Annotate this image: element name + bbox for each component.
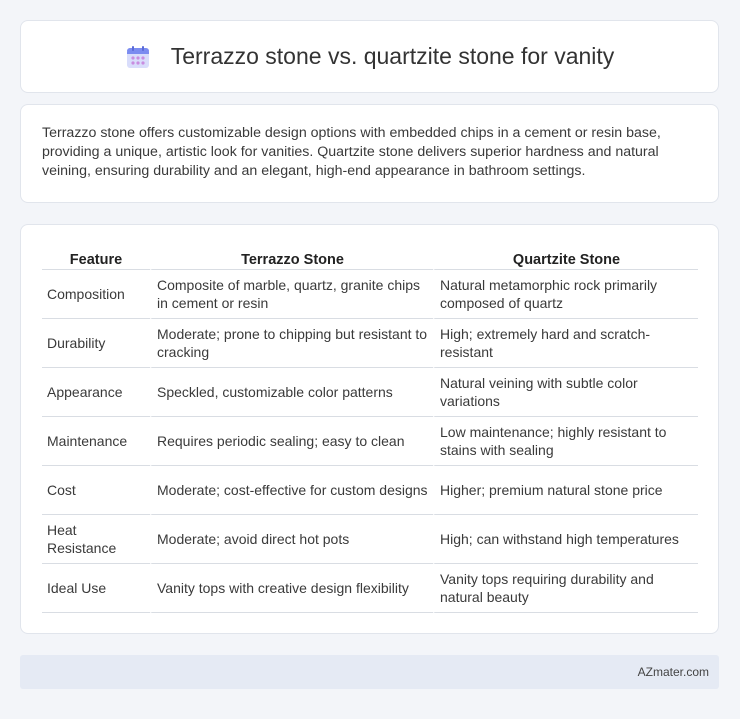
header-terrazzo: Terrazzo Stone (150, 245, 433, 270)
table-row (42, 368, 698, 417)
table-row (42, 466, 698, 515)
feature-cell: Ideal Use (42, 564, 150, 613)
quartzite-cell: Natural veining with subtle color variations (433, 368, 698, 417)
page-title: Terrazzo stone vs. quartzite stone for vanity (170, 43, 615, 69)
table-header-row (42, 245, 698, 270)
comparison-card (20, 224, 719, 634)
quartzite-cell: Vanity tops requiring durability and natural beauty (433, 564, 698, 613)
feature-cell: Appearance (42, 368, 150, 417)
terrazzo-cell: Moderate; prone to chipping but resistant to cracking (150, 319, 433, 368)
feature-cell: Maintenance (42, 417, 150, 466)
header-quartzite: Quartzite Stone (433, 245, 698, 270)
feature-cell: Cost (42, 466, 150, 515)
feature-cell: Durability (42, 319, 150, 368)
header-feature: Feature (42, 245, 150, 270)
comparison-table (42, 245, 698, 613)
quartzite-cell: Higher; premium natural stone price (433, 466, 698, 515)
table-row (42, 564, 698, 613)
table-row (42, 417, 698, 466)
terrazzo-cell: Vanity tops with creative design flexibility (150, 564, 433, 613)
terrazzo-cell: Moderate; avoid direct hot pots (150, 515, 433, 564)
quartzite-cell: Natural metamorphic rock primarily composed of quartz (433, 270, 698, 319)
table-row (42, 515, 698, 564)
quartzite-cell: High; extremely hard and scratch-resistant (433, 319, 698, 368)
terrazzo-cell: Moderate; cost-effective for custom designs (150, 466, 433, 515)
title-card (20, 20, 719, 93)
terrazzo-cell: Composite of marble, quartz, granite chips in cement or resin (150, 270, 433, 319)
intro-card (20, 104, 719, 203)
intro-paragraph: Terrazzo stone offers customizable design options with embedded chips in a cement or resin base, providing a unique, artistic look for vanities. Quartzite stone delivers superior hardness and natural veining, ensuring durability and an elegant, high-end appearance in bathroom settings. (42, 125, 661, 179)
quartzite-cell: High; can withstand high temperatures (433, 515, 698, 564)
feature-cell: Heat Resistance (42, 515, 150, 564)
quartzite-cell: Low maintenance; highly resistant to stains with sealing (433, 417, 698, 466)
calendar-icon (125, 44, 151, 70)
footer-site-link[interactable]: AZmater.com (637, 665, 709, 679)
footer-bar (20, 655, 719, 689)
terrazzo-cell: Requires periodic sealing; easy to clean (150, 417, 433, 466)
terrazzo-cell: Speckled, customizable color patterns (150, 368, 433, 417)
table-row (42, 270, 698, 319)
table-row (42, 319, 698, 368)
feature-cell: Composition (42, 270, 150, 319)
